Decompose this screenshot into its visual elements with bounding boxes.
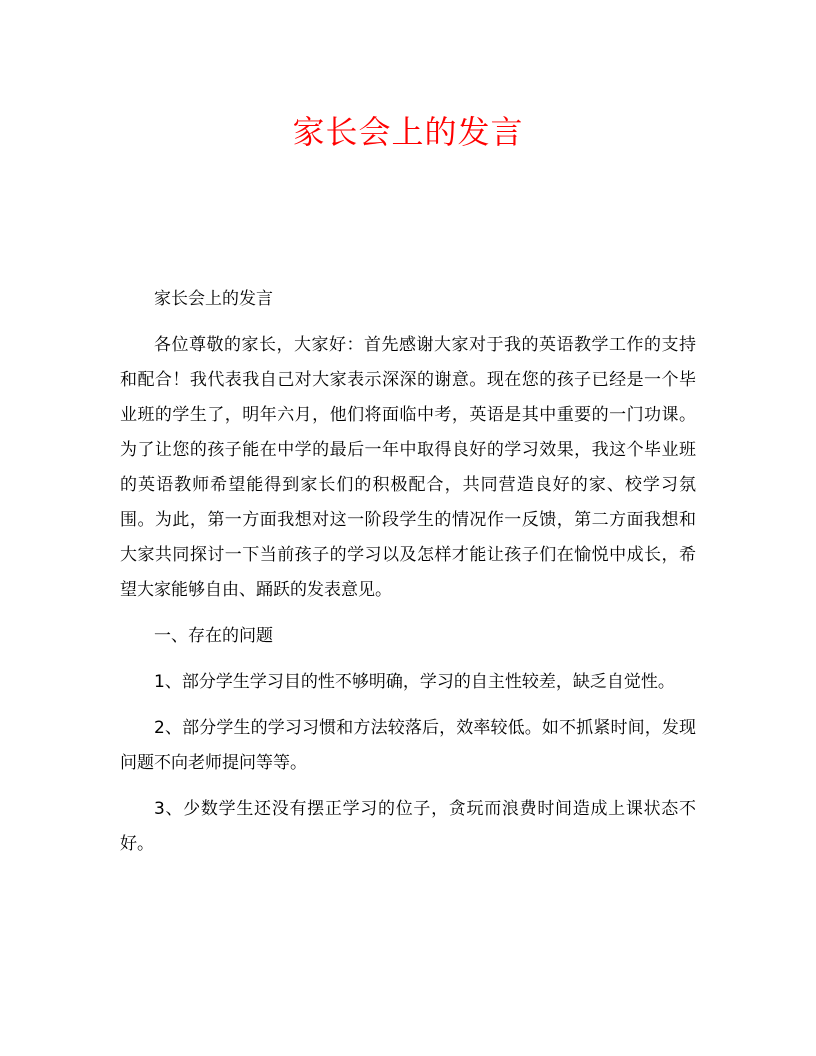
document-body bbox=[120, 282, 696, 873]
section-heading-problems: 一、存在的问题 bbox=[154, 626, 273, 646]
list-item-problem-2: 2、部分学生的学习习惯和方法较落后，效率较低。如不抓紧时间，发现问题不向老师提问等等。 bbox=[120, 718, 696, 773]
list-item-problem-1: 1、部分学生学习目的性不够明确，学习的自主性较差，缺乏自觉性。 bbox=[154, 672, 675, 692]
list-item-problem-3: 3、少数学生还没有摆正学习的位子，贪玩而浪费时间造成上课状态不好。 bbox=[120, 799, 696, 854]
document-title: 家长会上的发言 bbox=[292, 113, 524, 151]
paragraph-heading: 家长会上的发言 bbox=[154, 289, 273, 309]
paragraph-greeting: 各位尊敬的家长，大家好：首先感谢大家对于我的英语教学工作的支持和配合！我代表我自己对大家表示深深的谢意。现在您的孩子已经是一个毕业班的学生了，明年六月，他们将面临中考，英语是其中重要的一门功课。为了让您的孩子能在中学的最后一年中取得良好的学习效果，我这个毕业班的英语教师希望能得到家长们的积极配合，共同营造良好的家、校学习氛围。为此，第一方面我想对这一阶段学生的情况作一反馈，第二方面我想和大家共同探讨一下当前孩子的学习以及怎样才能让孩子们在愉悦中成长，希望大家能够自由、踊跃的发表意见。 bbox=[120, 335, 696, 600]
